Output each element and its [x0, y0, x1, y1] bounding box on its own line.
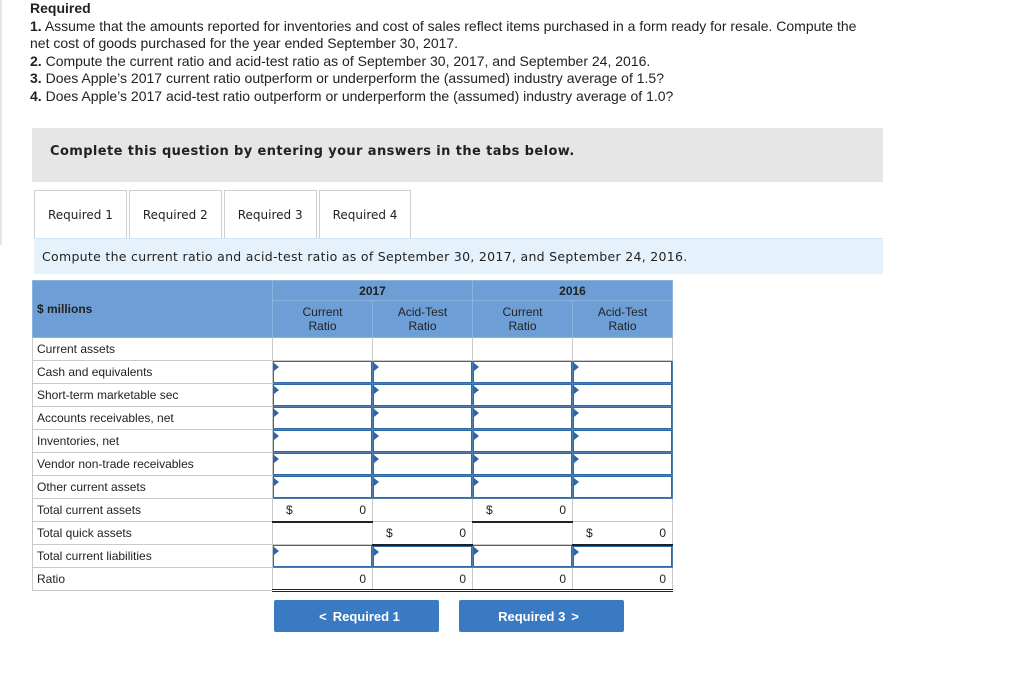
- input-cell[interactable]: [573, 384, 673, 407]
- tab-required-2[interactable]: Required 2: [129, 190, 222, 239]
- input-cell[interactable]: [273, 361, 373, 384]
- input-cell[interactable]: [373, 453, 473, 476]
- input-cell[interactable]: [573, 361, 673, 384]
- empty-cell: [573, 499, 673, 522]
- question-line-1-cont: net cost of goods purchased for the year ended September 30, 2017.: [30, 35, 459, 51]
- empty-cell: [273, 522, 373, 545]
- col-header-current-2016: Current Ratio: [473, 301, 573, 338]
- banner-text: Complete this question by entering your answers in the tabs below.: [50, 144, 575, 159]
- next-button[interactable]: [459, 600, 624, 632]
- question-line-1: 1. Assume that the amounts reported for inventories and cost of sales reflect items purchased in a form ready for resale. Compute the: [30, 17, 857, 34]
- col-header-acidtest-2016: Acid-Test Ratio: [573, 301, 673, 338]
- currency-sign: $: [586, 526, 593, 540]
- input-cell[interactable]: [273, 407, 373, 430]
- chevron-left-icon: <: [319, 608, 327, 624]
- table-row-ratio: [33, 568, 673, 591]
- prev-button[interactable]: [274, 600, 439, 632]
- empty-cell: [573, 338, 673, 361]
- computed-value: 0: [659, 526, 666, 540]
- computed-value: 0: [559, 572, 566, 586]
- instruction-text: Compute the current ratio and acid-test ratio as of September 30, 2017, and September 24, 2016.: [42, 249, 688, 264]
- tab-instruction: [34, 238, 883, 274]
- col-header-acidtest-2017: Acid-Test Ratio: [373, 301, 473, 338]
- computed-value: 0: [459, 526, 466, 540]
- instructions-banner: [32, 128, 883, 182]
- row-label: Other current assets: [33, 476, 273, 499]
- computed-value: 0: [359, 572, 366, 586]
- table-row-total-current-assets: [33, 499, 673, 522]
- tab-required-3[interactable]: Required 3: [224, 190, 317, 238]
- input-cell[interactable]: [573, 430, 673, 453]
- input-cell[interactable]: [273, 476, 373, 499]
- tab-required-1[interactable]: Required 1: [34, 190, 127, 238]
- input-cell[interactable]: [573, 545, 673, 568]
- input-cell[interactable]: [273, 453, 373, 476]
- table-row-marketable-sec: [33, 384, 673, 407]
- table-row-inventories: [33, 430, 673, 453]
- row-label: Total quick assets: [33, 522, 273, 545]
- row-label: Short-term marketable sec: [33, 384, 273, 407]
- total-quick-assets-2016: [573, 522, 673, 545]
- ratio-current-2017: [273, 568, 373, 591]
- empty-cell: [473, 338, 573, 361]
- input-cell[interactable]: [273, 545, 373, 568]
- ratio-acidtest-2017: [373, 568, 473, 591]
- table-row-total-quick-assets: [33, 522, 673, 545]
- question-title: Required: [30, 0, 91, 16]
- col-header-current-2017: Current Ratio: [273, 301, 373, 338]
- question-line-3: 3. Does Apple’s 2017 current ratio outperform or underperform the (assumed) industry average of 1.5?: [30, 70, 664, 86]
- empty-cell: [473, 522, 573, 545]
- year-header-2017: 2017: [273, 281, 473, 301]
- input-cell[interactable]: [573, 476, 673, 499]
- row-label: Ratio: [33, 568, 273, 591]
- ratio-table: [32, 280, 673, 592]
- row-label: Inventories, net: [33, 430, 273, 453]
- tab-bar: [34, 190, 413, 238]
- input-cell[interactable]: [473, 361, 573, 384]
- row-label: Accounts receivables, net: [33, 407, 273, 430]
- next-button-label: Required 3: [498, 608, 566, 624]
- input-cell[interactable]: [473, 476, 573, 499]
- ratio-acidtest-2016: [573, 568, 673, 591]
- currency-sign: $: [486, 503, 493, 517]
- left-border: [0, 0, 2, 245]
- prev-button-label: Required 1: [332, 608, 400, 624]
- input-cell[interactable]: [373, 384, 473, 407]
- total-current-assets-2017: [273, 499, 373, 522]
- computed-value: 0: [459, 572, 466, 586]
- empty-cell: [373, 338, 473, 361]
- row-label: Current assets: [33, 338, 273, 361]
- row-label: Total current assets: [33, 499, 273, 522]
- total-quick-assets-2017: [373, 522, 473, 545]
- empty-cell: [273, 338, 373, 361]
- computed-value: 0: [559, 503, 566, 517]
- input-cell[interactable]: [373, 361, 473, 384]
- input-cell[interactable]: [373, 407, 473, 430]
- input-cell[interactable]: [373, 545, 473, 568]
- row-label: Vendor non-trade receivables: [33, 453, 273, 476]
- units-header: $ millions: [33, 281, 273, 338]
- year-header-2016: 2016: [473, 281, 673, 301]
- input-cell[interactable]: [273, 384, 373, 407]
- input-cell[interactable]: [373, 430, 473, 453]
- currency-sign: $: [286, 503, 293, 517]
- computed-value: 0: [659, 572, 666, 586]
- input-cell[interactable]: [573, 453, 673, 476]
- row-label: Cash and equivalents: [33, 361, 273, 384]
- input-cell[interactable]: [473, 453, 573, 476]
- input-cell[interactable]: [473, 384, 573, 407]
- table-row-current-assets: [33, 338, 673, 361]
- table-row-receivables: [33, 407, 673, 430]
- input-cell[interactable]: [473, 407, 573, 430]
- empty-cell: [373, 499, 473, 522]
- ratio-current-2016: [473, 568, 573, 591]
- computed-value: 0: [359, 503, 366, 517]
- row-label: Total current liabilities: [33, 545, 273, 568]
- input-cell[interactable]: [473, 545, 573, 568]
- chevron-right-icon: >: [571, 608, 579, 624]
- table-row-other-current-assets: [33, 476, 673, 499]
- currency-sign: $: [386, 526, 393, 540]
- question-line-2: 2. Compute the current ratio and acid-test ratio as of September 30, 2017, and September 24, 2016.: [30, 52, 651, 69]
- input-cell[interactable]: [373, 476, 473, 499]
- input-cell[interactable]: [573, 407, 673, 430]
- tab-required-4[interactable]: Required 4: [319, 190, 412, 238]
- question-block: [30, 0, 990, 105]
- table-row-vendor-receivables: [33, 453, 673, 476]
- total-current-assets-2016: [473, 499, 573, 522]
- table-row-total-current-liabilities: [33, 545, 673, 568]
- question-line-4: 4. Does Apple’s 2017 acid-test ratio outperform or underperform the (assumed) industry average of 1.0?: [30, 87, 674, 104]
- input-cell[interactable]: [473, 430, 573, 453]
- table-row-cash: [33, 361, 673, 384]
- input-cell[interactable]: [273, 430, 373, 453]
